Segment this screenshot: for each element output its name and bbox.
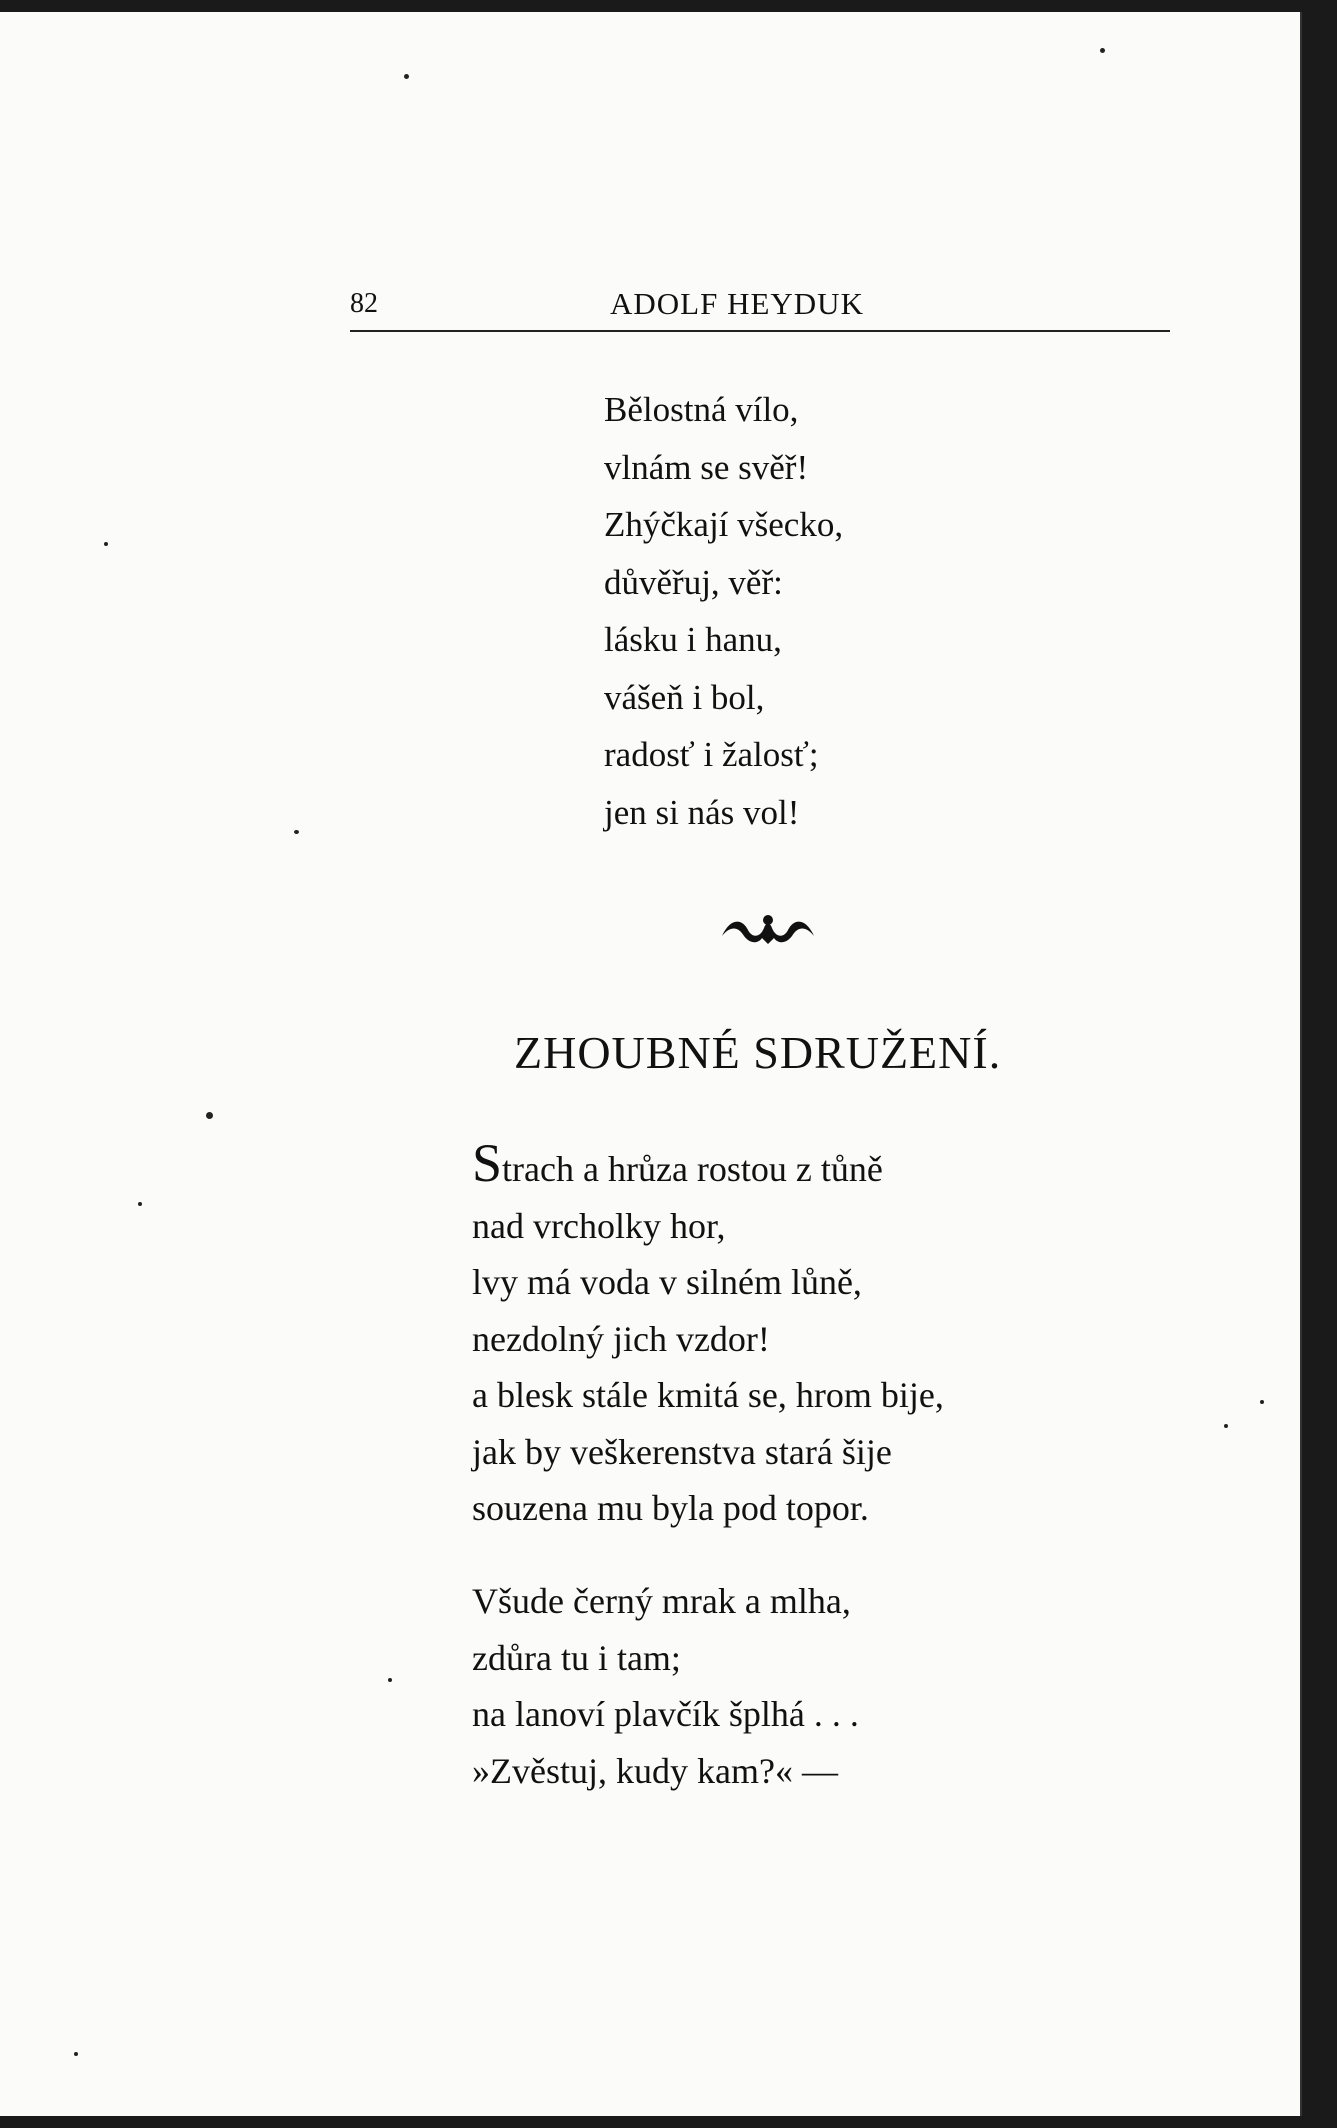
verse-line: souzena mu byla pod topor. <box>472 1488 869 1528</box>
verse-line-rest: trach a hrůza rostou z tůně <box>502 1149 883 1189</box>
scan-speck <box>388 1678 392 1682</box>
verse-line: vášeň i bol, <box>604 677 765 717</box>
verse-line: důvěřuj, věř: <box>604 562 783 602</box>
fleuron-ornament-icon <box>720 910 816 946</box>
verse-line: nezdolný jich vzdor! <box>472 1318 770 1359</box>
verse-line: vlnám se svěř! <box>604 447 809 487</box>
poem-stanza-1 <box>604 390 843 850</box>
scan-speck <box>1224 1424 1228 1428</box>
author-running-head: ADOLF HEYDUK <box>610 286 864 321</box>
verse-line: jen si nás vol! <box>604 792 800 832</box>
verse-line: Všude černý mrak a mlha, <box>472 1581 851 1621</box>
scan-speck <box>404 74 409 79</box>
scan-speck <box>1260 1400 1264 1404</box>
verse-line: lvy má voda v silném lůně, <box>472 1262 862 1302</box>
verse-line: Bělostná vílo, <box>604 390 799 429</box>
verse-line-first <box>472 1133 944 1205</box>
poem-stanza-2 <box>472 1133 944 1544</box>
scan-speck <box>206 1112 213 1119</box>
poem-title: ZHOUBNÉ SDRUŽENÍ. <box>514 1027 1002 1078</box>
verse-line: »Zvěstuj, kudy kam?« — <box>472 1750 838 1791</box>
verse-line: zdůra tu i tam; <box>472 1637 681 1678</box>
scan-speck <box>74 2052 78 2056</box>
verse-line: a blesk stále kmitá se, hrom bije, <box>472 1375 944 1415</box>
scan-speck <box>1100 48 1105 53</box>
verse-line: radosť i žalosť; <box>604 735 819 774</box>
verse-line: Zhýčkají všecko, <box>604 505 844 544</box>
scan-speck <box>138 1202 142 1206</box>
scan-speck <box>104 542 108 546</box>
running-header <box>350 280 1170 332</box>
verse-line: nad vrcholky hor, <box>472 1205 726 1246</box>
verse-line: na lanoví plavčík šplhá . . . <box>472 1694 859 1734</box>
verse-line: lásku i hanu, <box>604 620 782 659</box>
scan-speck <box>294 830 299 834</box>
page-number: 82 <box>350 288 378 319</box>
verse-line: jak by veškerenstva stará šije <box>472 1431 892 1472</box>
poem-stanza-3 <box>472 1580 859 1806</box>
book-page <box>0 12 1302 2116</box>
drop-cap: S <box>472 1133 503 1193</box>
